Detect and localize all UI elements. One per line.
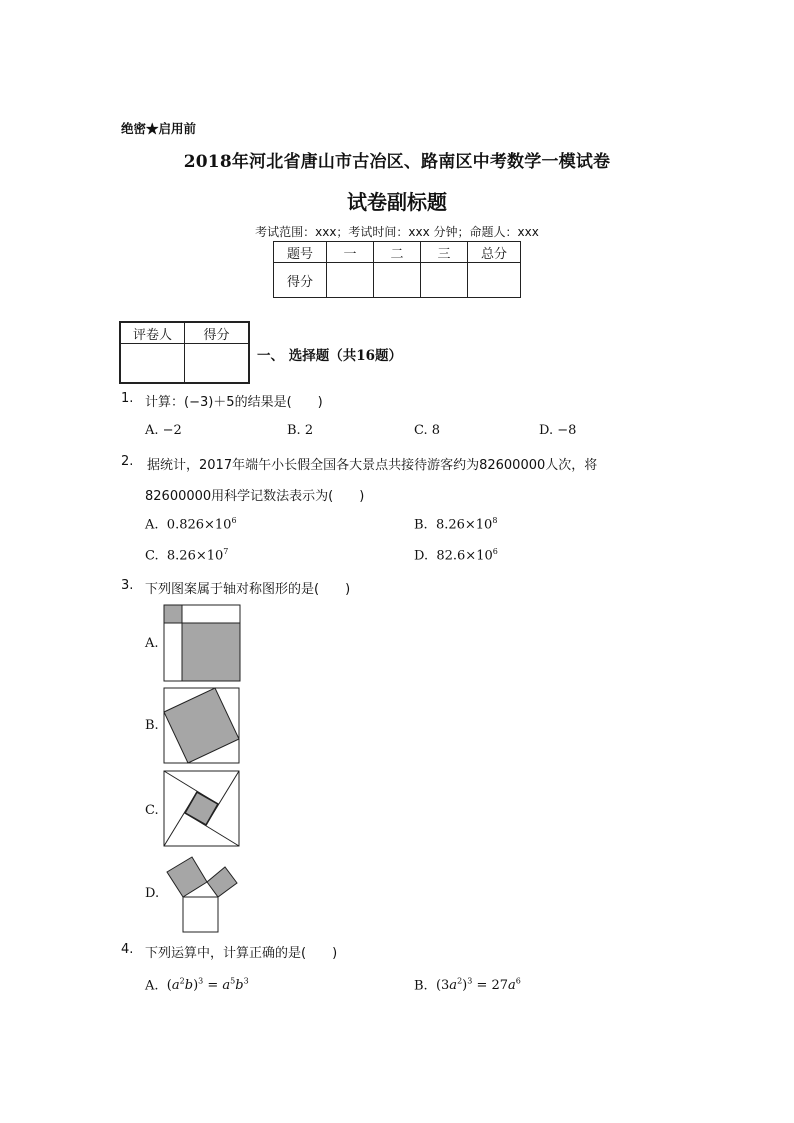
option-label: B. <box>414 978 428 994</box>
option-value: 82.6×10 <box>436 548 493 564</box>
score-header-cell: 总分 <box>468 242 521 263</box>
figure-b-rotated-square[interactable] <box>163 687 241 765</box>
option-exponent: 6 <box>231 516 237 525</box>
option-a[interactable] <box>145 516 237 532</box>
option-b[interactable] <box>414 977 521 993</box>
question-stem: 下列运算中，计算正确的是( ) <box>145 946 338 961</box>
option-a[interactable]: A. −2 <box>145 423 182 438</box>
figure-a-squares[interactable] <box>163 604 241 682</box>
option-exponent: 8 <box>492 516 498 525</box>
option-value: 8.26×10 <box>166 548 224 564</box>
score-header-cell: 题号 <box>274 242 327 263</box>
formula-b: $(3a^2)^3 = 27a^6$ <box>435 977 521 994</box>
reviewer-header-cell: 评卷人 <box>120 322 185 344</box>
option-c[interactable]: C. 8 <box>414 423 441 438</box>
score-table <box>273 241 521 298</box>
formula-a: $(a^2b)^3 = a^5b^3$ <box>166 977 249 994</box>
option-d-label[interactable]: D. <box>145 886 160 901</box>
question-stem-line1: 据统计，2017年端午小长假全国各大景点共接待游客约为82600000人次，将 <box>147 458 598 473</box>
option-c[interactable] <box>145 547 228 563</box>
reviewer-input-cell[interactable] <box>120 344 185 384</box>
option-b[interactable]: B. 2 <box>287 423 314 438</box>
question-stem-line2: 82600000用科学记数法表示为( ) <box>145 489 365 504</box>
confidential-label: 绝密★启用前 <box>121 121 197 136</box>
question-number: 2. <box>121 454 134 469</box>
option-label: D. <box>414 548 429 564</box>
option-a[interactable] <box>145 977 249 993</box>
score-row-label: 得分 <box>274 263 327 298</box>
reviewer-header-cell: 得分 <box>185 322 250 344</box>
question-number: 4. <box>121 942 134 957</box>
option-d[interactable]: D. −8 <box>539 423 577 438</box>
score-input-cell[interactable] <box>468 263 521 298</box>
option-exponent: 6 <box>492 547 498 556</box>
question-number: 3. <box>121 578 134 593</box>
option-a-label[interactable]: A. <box>145 636 159 651</box>
score-input-cell[interactable] <box>327 263 374 298</box>
option-label: B. <box>414 517 428 533</box>
score-header-cell: 二 <box>374 242 421 263</box>
score-input-cell[interactable] <box>374 263 421 298</box>
question-stem: 下列图案属于轴对称图形的是( ) <box>145 582 351 597</box>
question-number: 1. <box>121 391 134 406</box>
section-title: 一、 选择题（共16题） <box>257 348 402 364</box>
option-exponent: 7 <box>223 547 229 556</box>
reviewer-input-cell[interactable] <box>185 344 250 384</box>
question-stem: 计算：(−3)＋5的结果是( ) <box>145 395 323 410</box>
exam-subtitle: 试卷副标题 <box>347 190 447 214</box>
option-value: 0.826×10 <box>166 517 232 533</box>
option-b[interactable] <box>414 516 497 532</box>
score-header-cell: 三 <box>421 242 468 263</box>
option-value: 8.26×10 <box>435 517 493 533</box>
figure-c-pinwheel[interactable] <box>163 770 241 848</box>
option-b-label[interactable]: B. <box>145 718 159 733</box>
reviewer-table <box>119 321 250 384</box>
option-label: A. <box>145 517 159 533</box>
option-label: A. <box>145 978 159 994</box>
option-label: C. <box>145 548 159 564</box>
score-header-cell: 一 <box>327 242 374 263</box>
score-input-cell[interactable] <box>421 263 468 298</box>
exam-info: 考试范围：xxx；考试时间：xxx 分钟；命题人：xxx <box>255 225 539 239</box>
exam-title: 2018年河北省唐山市古冶区、路南区中考数学一模试卷 <box>183 152 611 172</box>
option-c-label[interactable]: C. <box>145 803 159 818</box>
figure-d-pythagoras[interactable] <box>163 852 241 934</box>
option-d[interactable] <box>414 547 498 563</box>
